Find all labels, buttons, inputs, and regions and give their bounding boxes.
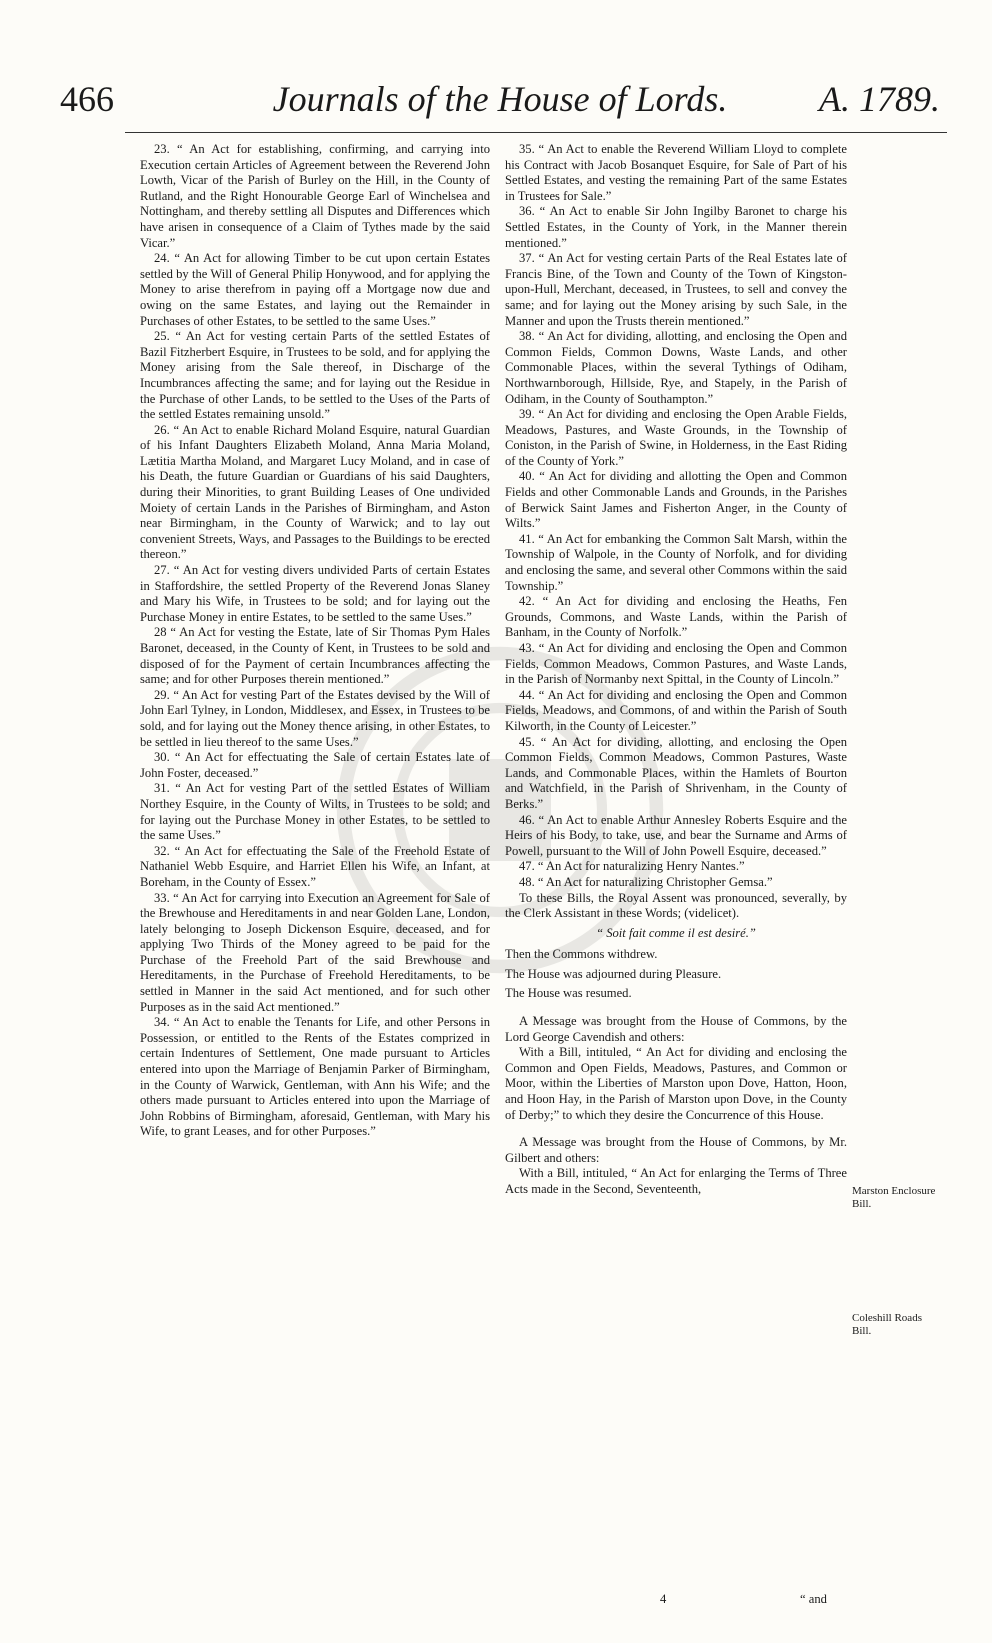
running-title: Journals of the House of Lords.	[272, 79, 728, 119]
act-paragraph: 45. “ An Act for dividing, allotting, and enclosing the Open Common Fields, Common Meadows, Common Pastures, Waste Lands, and Commonable Places, within the Hamlets of Bourton and Watchfield, in the Parish of Shrivenham, in the County of Berks.”	[505, 734, 847, 811]
margin-note-coleshill: Coleshill Roads Bill.	[852, 1312, 922, 1337]
right-column	[505, 142, 847, 1198]
act-paragraph: 27. “ An Act for vesting divers undivided Parts of certain Estates in Staffordshire, the settled Property of the Reverend Jonas Slaney and Mary his Wife, in Trustees to be sold; and for laying out the Purchase Money in entire Estates, to be settled to the same Uses.”	[140, 563, 490, 624]
signature-mark: 4	[660, 1592, 667, 1606]
act-paragraph: 42. “ An Act for dividing and enclosing the Heaths, Fen Grounds, Commons, and Waste Lands, within the Parish of Banham, in the County of Norfolk.”	[505, 594, 847, 640]
year-heading: A. 1789.	[819, 79, 940, 119]
page-number: 466	[60, 79, 114, 119]
act-paragraph: 41. “ An Act for embanking the Common Salt Marsh, within the Township of Walpole, in the County of Norfolk, and for dividing and enclosing the same, and several other Commons within the said Township.”	[505, 531, 847, 593]
message-paragraph: A Message was brought from the House of Commons, by Mr. Gilbert and others:	[505, 1135, 847, 1165]
bill-paragraph: With a Bill, intituled, “ An Act for dividing and enclosing the Common and Open Fields, Meadows, Pastures, and Common or Moor, within the Liberties of Marston upon Dove, Hatton, Hoon, and Hoon Hay, in the Parish of Marston upon Dove, in the County of Derby;” to which they desire the Concurrence of this House.	[505, 1045, 847, 1122]
message-paragraph: A Message was brought from the House of Commons, by the Lord George Cavendish and others:	[505, 1014, 847, 1044]
proceeding-line: Then the Commons withdrew.	[505, 947, 658, 962]
act-paragraph: 36. “ An Act to enable Sir John Ingilby Baronet to charge his Settled Estates, in the County of York, in the Manner therein mentioned.”	[505, 204, 847, 250]
royal-assent-text: To these Bills, the Royal Assent was pronounced, severally, by the Clerk Assistant in these Words; (videlicet).	[505, 890, 847, 921]
bill-paragraph: With a Bill, intituled, “ An Act for enlarging the Terms of Three Acts made in the Second, Seventeenth,	[505, 1166, 847, 1196]
act-paragraph: 47. “ An Act for naturalizing Henry Nantes.”	[519, 859, 745, 874]
margin-note-marston: Marston Enclosure Bill.	[852, 1185, 936, 1210]
act-paragraph: 33. “ An Act for carrying into Execution an Agreement for Sale of the Brewhouse and Hereditaments in and near Golden Lane, London, lately belonging to Joseph Dickenson Esquire, deceased, and for applying Two Thirds of the Money agreed to be paid for the Purchase of the Freehold Part of the said Brewhouse and Hereditaments, in the Purchase of Freehold Hereditaments, to be settled in Manner in the said Act mentioned, and for such other Purposes as in the said Act mentioned.”	[140, 890, 490, 1014]
act-paragraph: 34. “ An Act to enable the Tenants for Life, and other Persons in Possession, or entitled to the Rents of the Estates comprized in certain Indentures of Settlement, One made pursuant to Articles entered into upon the Marriage of Benjamin Parker of Birmingham, in the County of Warwick, Gentleman, with Ann his Wife; and the others made pursuant to Articles entered into upon the Marriage of John Robbins of Birmingham, aforesaid, Gentleman, with Mary his Wife, to grant Leases, and for other Purposes.”	[140, 1015, 490, 1139]
act-paragraph: 44. “ An Act for dividing and enclosing the Open and Common Fields, Meadows, and Commons, of and within the Parish of South Kilworth, in the County of Leicester.”	[505, 687, 847, 733]
act-paragraph: 37. “ An Act for vesting certain Parts of the Real Estates late of Francis Bine, of the Town and County of the Town of Kingston-upon-Hull, Merchant, deceased, in Trustees, to sell and convey the same; and for laying out the Money arising by such Sale, in the Manner and upon the Trusts therein mentioned.”	[505, 251, 847, 328]
act-paragraph: 35. “ An Act to enable the Reverend William Lloyd to complete his Contract with Jacob Bosanquet Esquire, for Sale of Part of his Settled Estates, and vesting the remaining Part of the same Estates in Trustees for Sale.”	[505, 142, 847, 203]
page-header	[60, 78, 940, 134]
act-paragraph: 23. “ An Act for establishing, confirming, and carrying into Execution certain Articles of Agreement between the Reverend John Lowth, Vicar of the Parish of Burley on the Hill, in the County of Rutland, and the Right Honourable George Earl of Winchelsea and Nottingham, and thereby settling all Disputes and Differences which have arisen in consequence of a Claim of Tythes made by the said Vicar.”	[140, 142, 490, 250]
left-column	[140, 142, 490, 1140]
act-paragraph: 39. “ An Act for dividing and enclosing the Open Arable Fields, Meadows, Pastures, and Waste Grounds, in the Township of Coniston, in the Parish of Swine, in Holderness, in the East Riding of the County of York.”	[505, 407, 847, 468]
act-paragraph: 48. “ An Act for naturalizing Christopher Gemsa.”	[519, 874, 773, 889]
act-paragraph: 29. “ An Act for vesting Part of the Estates devised by the Will of John Earl Tylney, in London, Middlesex, and Essex, in Trustees to be sold, and for laying out the Money thence arising, in other Estates, to be settled in lieu thereof to the same Uses.”	[140, 687, 490, 749]
act-paragraph: 32. “ An Act for effectuating the Sale of the Freehold Estate of Nathaniel Webb Esquire, and Harriet Ellen his Wife, an Infant, at Boreham, in the County of Essex.”	[140, 843, 490, 889]
proceeding-line: The House was adjourned during Pleasure.	[505, 966, 722, 981]
act-paragraph: 26. “ An Act to enable Richard Moland Esquire, natural Guardian of his Infant Daughters Elizabeth Moland, Anna Maria Moland, Lætitia Martha Moland, and Margaret Lucy Moland, and in case of his Death, the future Guardian or Guardians of his said Daughters, during their Minorities, to grant Building Leases of One undivided Moiety of certain Lands in the Parishes of Birmingham, and Aston near Birmingham, in the County of Warwick; and to lay out convenient Streets, Ways, and Passages to the Buildings to be erected thereon.”	[140, 422, 490, 562]
header-rule	[125, 132, 947, 133]
act-paragraph: 24. “ An Act for allowing Timber to be cut upon certain Estates settled by the Will of General Philip Honywood, and for applying the Money to arise therefrom in paying off a Mortgage now due and owing on the same Estates, and laying out the Remainder in Purchases of other Estates, to be settled to the same Uses.”	[140, 251, 490, 328]
proceeding-line: The House was resumed.	[505, 986, 632, 1001]
act-paragraph: 43. “ An Act for dividing and enclosing the Open and Common Fields, Common Meadows, Common Pastures, and Waste Lands, in the Parish of Normanby next Spittal, in the County of Lincoln.”	[505, 641, 847, 687]
act-paragraph: 40. “ An Act for dividing and allotting the Open and Common Fields and other Commonable Lands and Grounds, in the Parishes of Berwick Saint James and Fisherton Anger, in the County of Wilts.”	[505, 469, 847, 531]
catchword: “ and	[800, 1592, 827, 1606]
act-paragraph: 30. “ An Act for effectuating the Sale of certain Estates late of John Foster, deceased.”	[140, 750, 490, 780]
act-paragraph: 28 “ An Act for vesting the Estate, late of Sir Thomas Pym Hales Baronet, deceased, in the County of Kent, in Trustees to be sold and disposed of for the Payment of certain Incumbrances affecting the same; and for other Purposes therein mentioned.”	[140, 625, 490, 687]
royal-assent-formula: “ Soit fait comme il est desiré.”	[596, 925, 756, 940]
act-paragraph: 46. “ An Act to enable Arthur Annesley Roberts Esquire and the Heirs of his Body, to take, use, and bear the Surname and Arms of Powell, pursuant to the Will of John Powell Esquire, deceased.”	[505, 812, 847, 858]
act-paragraph: 25. “ An Act for vesting certain Parts of the settled Estates of Bazil Fitzherbert Esquire, in Trustees to be sold, and for applying the Money arising from the Sale thereof, in Discharge of the Incumbrances affecting the same; and for laying out the Residue in the Purchase of other Lands, to be settled to the Uses of the Parts of the settled Estates remaining unsold.”	[140, 329, 490, 422]
act-paragraph: 31. “ An Act for vesting Part of the settled Estates of William Northey Esquire, in the County of Wilts, in Trustees to be sold; and for laying out the Purchase Money in other Estates, to be settled to the same Uses.”	[140, 781, 490, 843]
act-paragraph: 38. “ An Act for dividing, allotting, and enclosing the Open and Common Fields, Common Downs, Waste Lands, and other Commonable Places, within the several Tythings of Odiham, Northwarnborough, Hillside, Rye, and Stapely, in the Parish of Odiham, in the County of Southampton.”	[505, 329, 847, 406]
